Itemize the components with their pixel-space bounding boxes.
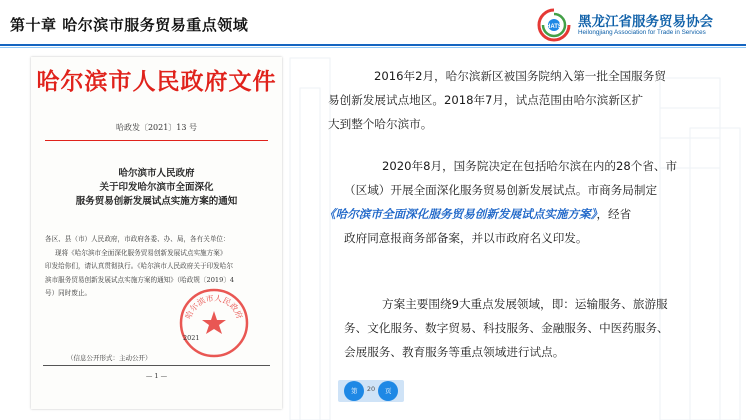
page-number: 20 (366, 385, 376, 393)
official-seal-icon (178, 287, 250, 359)
doc-body-line: 各区、县（市）人民政府，市政府各委、办、局，各有关单位： (45, 235, 230, 243)
paragraph-line: 会展服务、教育服务等重点领域进行试点。 (344, 345, 565, 359)
doc-title-line: 关于印发哈尔滨市全面深化 (99, 182, 214, 193)
slide-header (0, 0, 746, 52)
doc-footer-line (43, 365, 270, 366)
paragraph-3 (328, 292, 669, 364)
logo-text: HATS (546, 24, 562, 30)
paragraph-line: 2016年2月，哈尔滨新区被国务院纳入第一批全国服务贸 (374, 69, 666, 83)
doc-body-line: 现将《哈尔滨市全面深化服务贸易创新发展试点实施方案》 (55, 248, 227, 257)
org-name-en: Heilongjiang Association for Trade in Services (578, 29, 706, 36)
page-prefix: 第 (351, 387, 358, 395)
paragraph-line: 务、文化服务、数字贸易、科技服务、金融服务、中医药服务、 (344, 321, 669, 335)
paragraph-1 (328, 64, 666, 136)
paragraph-line: 2020年8月，国务院决定在包括哈尔滨在内的28个省、市 (382, 159, 678, 173)
org-name-cn: 黑龙江省服务贸易协会 (578, 14, 713, 30)
doc-body-line: 滨市服务贸易创新发展试点实施方案的通知》（哈政规〔2019〕4 (45, 275, 235, 284)
doc-body-line: 印发给你们，请认真贯彻执行。《哈尔滨市人民政府关于印发哈尔 (45, 262, 233, 270)
paragraph-line: 大到整个哈尔滨市。 (328, 117, 433, 131)
doc-number: 哈政发〔2021〕13 号 (115, 123, 198, 132)
chapter-title: 第十章 哈尔滨市服务贸易重点领域 (10, 16, 249, 34)
page-prefix-badge (344, 381, 364, 401)
doc-title-line: 服务贸易创新发展试点实施方案的通知 (75, 196, 238, 207)
paragraph-line-tail: ，经省 (596, 207, 632, 221)
paragraph-line: 易创新发展试点地区。2018年7月，试点范围由哈尔滨新区扩 (328, 93, 644, 107)
paragraph-2 (324, 154, 678, 250)
doc-body-line: 号）同时废止。 (45, 289, 92, 297)
paragraph-line: 方案主要围绕9大重点发展领域，即：运输服务、旅游服 (382, 297, 668, 311)
doc-disclosure: （信息公开形式：主动公开） (67, 354, 152, 362)
paragraph-line: （区域）开展全面深化服务贸易创新发展试点。市商务局制定 (344, 183, 658, 197)
doc-red-line (45, 140, 268, 141)
government-document-image (31, 57, 282, 409)
doc-masthead: 哈尔滨市人民政府文件 (36, 68, 277, 95)
doc-page-mark: — 1 — (145, 372, 168, 380)
page-suffix-badge (378, 381, 398, 401)
page-indicator (338, 380, 404, 402)
plan-title-link[interactable]: 《哈尔滨市全面深化服务贸易创新发展试点实施方案》 (324, 207, 597, 221)
hats-logo-icon (536, 7, 572, 43)
doc-title-line: 哈尔滨市人民政府 (118, 168, 195, 179)
paragraph-line: 政府同意报商务部备案，并以市政府名义印发。 (344, 231, 588, 245)
page-suffix: 页 (385, 387, 392, 395)
header-divider (0, 44, 746, 46)
seal-text: 哈尔滨市人民政府 (183, 293, 245, 321)
doc-date: 2021 (183, 334, 200, 342)
